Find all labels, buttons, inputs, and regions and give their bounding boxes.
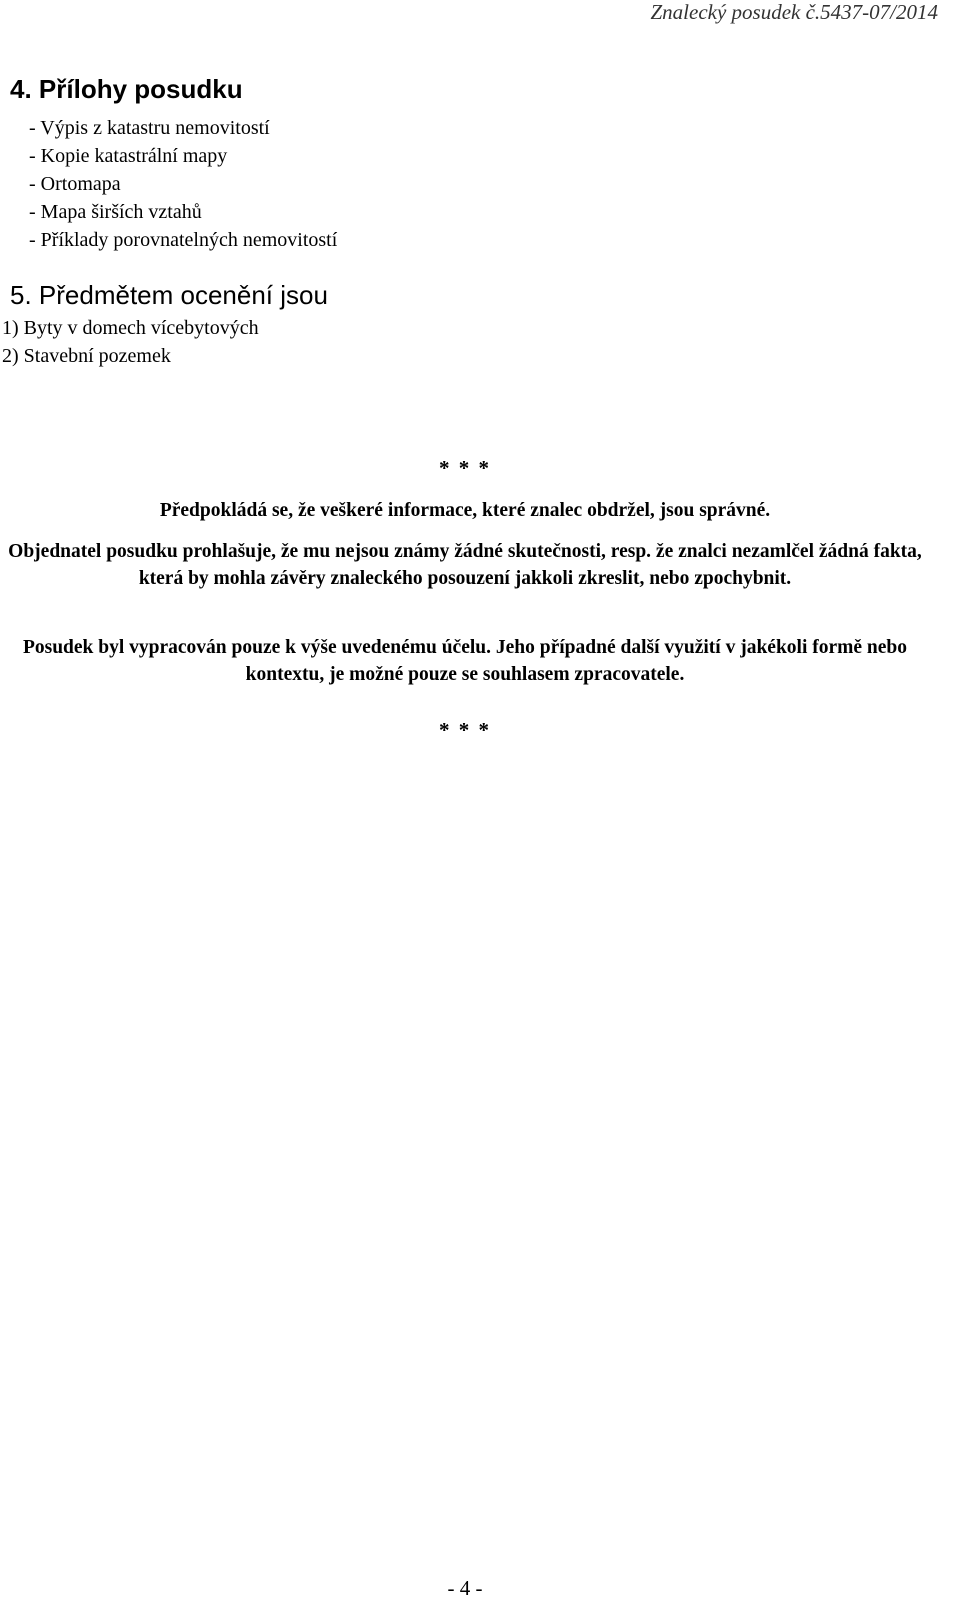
list-item: 1) Byty v domech vícebytových [2,317,259,339]
separator-bottom: * * * [439,718,491,742]
list-item: - Mapa širších vztahů [29,201,202,223]
section-subject-title: 5. Předmětem ocenění jsou [10,280,328,310]
document-reference: Znalecký posudek č.5437-07/2014 [650,0,938,24]
list-item: - Výpis z katastru nemovitostí [29,117,270,139]
statement-information-correct: Předpokládá se, že veškeré informace, které znalec obdržel, jsou správné. [159,500,771,521]
separator-top: * * * [439,456,491,480]
list-item: - Příklady porovnatelných nemovitostí [29,229,338,251]
page-number: - 4 - [447,1576,483,1600]
attachments-list [29,114,337,254]
section-attachments-title: 4. Přílohy posudku [10,74,243,104]
list-item: - Ortomapa [29,173,121,195]
list-item: - Kopie katastrální mapy [29,145,228,167]
statement-client-declaration: Objednatel posudku prohlašuje, že mu nejsou známy žádné skutečnosti, resp. že znalci nezamlčel žádná fakta, která by mohla závěry znaleckého posouzení jakkoli zkreslit, nebo zpochybnit. [8,541,922,589]
list-item: 2) Stavební pozemek [2,345,171,367]
valuation-subjects-list [2,314,259,370]
statement-usage-purpose: Posudek byl vypracován pouze k výše uvedenému účelu. Jeho případné další využití v jakékoli formě nebo kontextu, je možné pouze se souhlasem zpracovatele. [22,637,908,685]
